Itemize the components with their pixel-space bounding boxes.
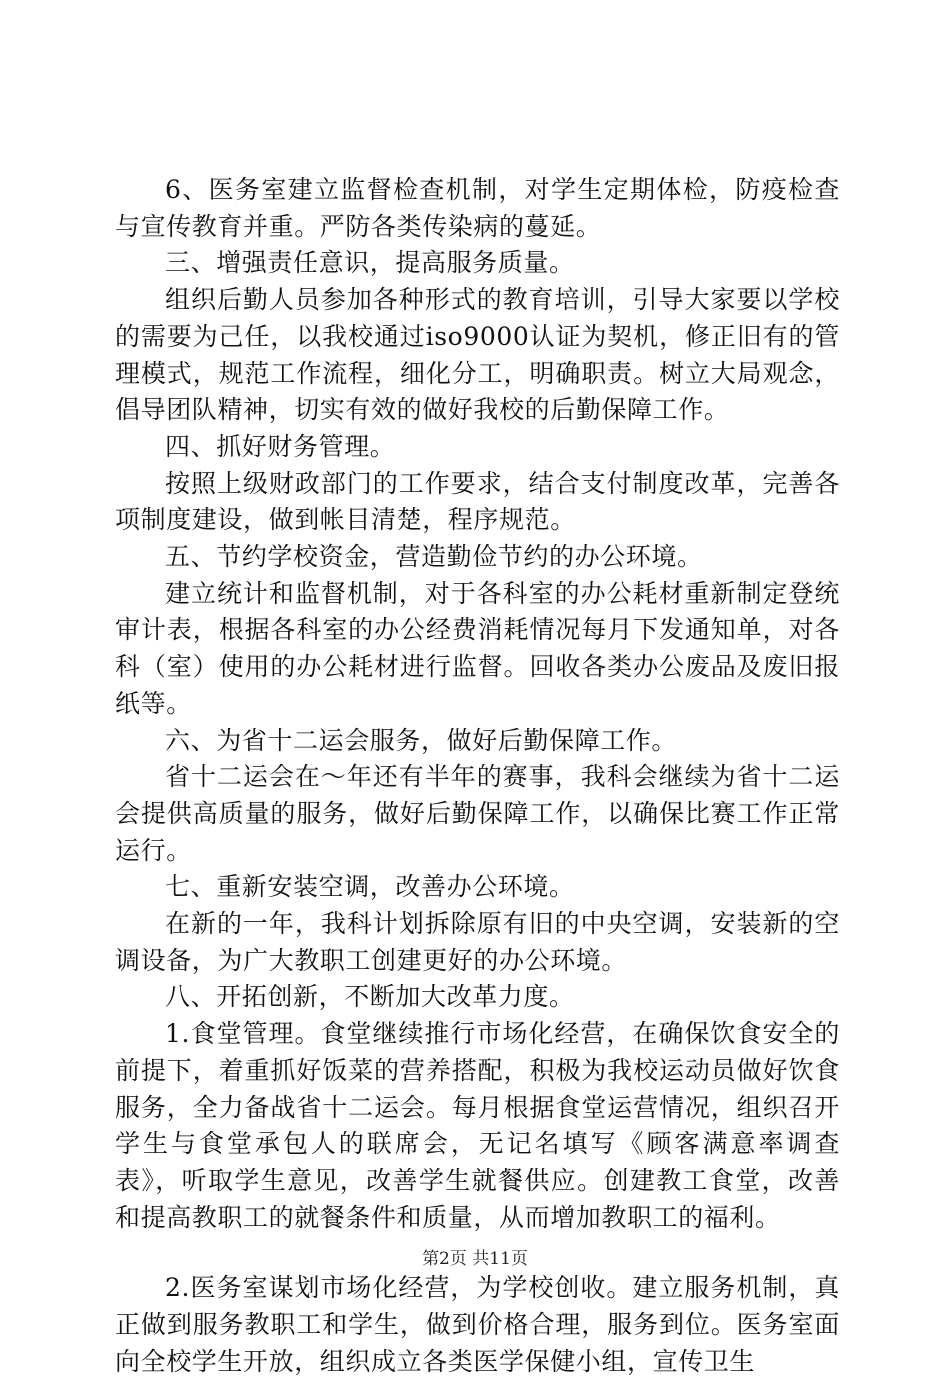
document-body <box>115 172 840 1381</box>
section-heading-games: 六、为省十二运会服务，做好后勤保障工作。 <box>165 725 678 755</box>
paragraph-training: 组织后勤人员参加各种形式的教育培训，引导大家要以学校的需要为己任，以我校通过iso9000认证为契机，修正旧有的管理模式，规范工作流程，细化分工，明确职责。树立大局观念，倡导团队精神，切实有效的做好我校的后勤保障工作。 <box>115 285 840 425</box>
section-heading-air-conditioning: 七、重新安装空调，改善办公环境。 <box>165 872 575 902</box>
paragraph-canteen: 1.食堂管理。食堂继续推行市场化经营，在确保饮食安全的前提下，着重抓好饭菜的营养搭配，积极为我校运动员做好饮食服务，全力备战省十二运会。每月根据食堂运营情况，组织召开学生与食堂承包人的联席会，无记名填写《顾客满意率调查表》，听取学生意见，改善学生就餐供应。创建教工食堂，改善和提高教职工的就餐条件和质量，从而增加教职工的福利。 <box>115 1019 840 1232</box>
page-footer: 第2页 共11页 <box>422 1249 528 1269</box>
paragraph-air-conditioning: 在新的一年，我科计划拆除原有旧的中央空调，安装新的空调设备，为广大教职工创建更好的办公环境。 <box>115 909 840 975</box>
paragraph-finance: 按照上级财政部门的工作要求，结合支付制度改革，完善各项制度建设，做到帐目清楚，程序规范。 <box>115 468 840 535</box>
section-heading-responsibility: 三、增强责任意识，提高服务质量。 <box>165 248 575 278</box>
section-heading-finance: 四、抓好财务管理。 <box>165 431 396 461</box>
paragraph-games: 省十二运会在～年还有半年的赛事，我科会继续为省十二运会提供高质量的服务，做好后勤保障工作，以确保比赛工作正常运行。 <box>115 762 840 865</box>
section-heading-innovation: 八、开拓创新，不断加大改革力度。 <box>165 982 575 1012</box>
paragraph-medical-inspection: 6、医务室建立监督检查机制，对学生定期体检，防疫检查与宣传教育并重。严防各类传染病的蔓延。 <box>115 175 840 241</box>
section-heading-saving: 五、节约学校资金，营造勤俭节约的办公环境。 <box>165 542 703 572</box>
paragraph-saving: 建立统计和监督机制，对于各科室的办公耗材重新制定登统审计表，根据各科室的办公经费消耗情况每月下发通知单，对各科（室）使用的办公耗材进行监督。回收各类办公废品及废旧报纸等。 <box>115 578 840 718</box>
paragraph-clinic: 2.医务室谋划市场化经营，为学校创收。建立服务机制，真正做到服务教职工和学生，做到价格合理，服务到位。医务室面向全校学生开放，组织成立各类医学保健小组，宣传卫生 <box>115 1273 840 1376</box>
